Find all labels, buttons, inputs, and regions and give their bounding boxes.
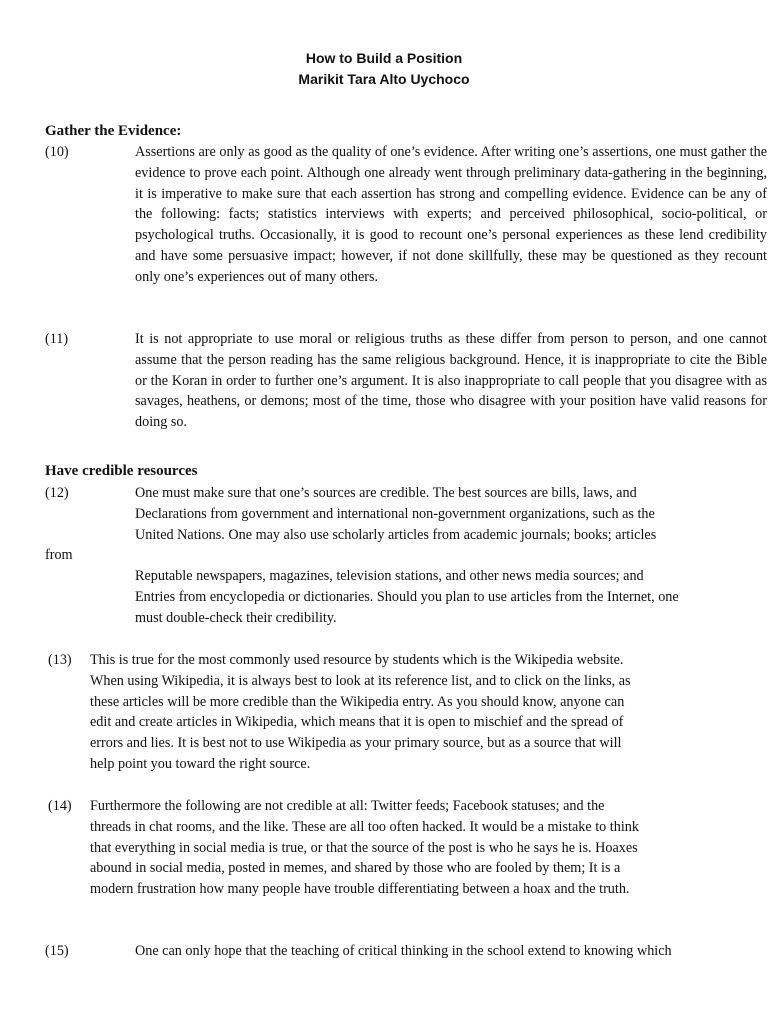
section-heading-credible-resources: Have credible resources (45, 463, 198, 479)
text-line: modern frustration how many people have trouble differentiating between a hoax and the truth. (90, 881, 630, 898)
paragraph-number: (13) (48, 652, 72, 668)
text-line: Declarations from government and international non-government organizations, such as the (135, 505, 655, 522)
paragraph-number: (12) (45, 485, 69, 501)
paragraph-text-part-b (135, 566, 767, 628)
text-line: Furthermore the following are not credible at all: Twitter feeds; Facebook statuses; and the (90, 798, 605, 814)
overflow-word: from (45, 547, 73, 563)
paragraph-text (90, 650, 722, 775)
text-line: One can only hope that the teaching of critical thinking in the school extend to knowing which (135, 943, 672, 959)
paragraph-text-part-a (135, 483, 767, 545)
text-line: Reputable newspapers, magazines, television stations, and other news media sources; and (135, 568, 644, 584)
text-line: help point you toward the right source. (90, 755, 311, 772)
paragraph-text (90, 796, 722, 900)
paragraph-text (135, 941, 767, 962)
paragraph-number: (15) (45, 943, 69, 959)
paragraph-number: (10) (45, 144, 69, 160)
paragraph-text: It is not appropriate to use moral or religious truths as these differ from person to person, and one cannot assume that the person reading has the same religious background. Hence, it is inappropriate to cite the Bible or the Koran in order to further one’s argument. It is also inappropriate to call people that you disagree with as savages, heathens, or demons; most of the time, those who disagree with your position have valid reasons for doing so. (135, 331, 767, 431)
document-author: Marikit Tara Alto Uychoco (298, 71, 470, 87)
paragraph-number: (14) (48, 798, 72, 814)
text-line: must double-check their credibility. (135, 609, 337, 626)
document-title: How to Build a Position (305, 50, 463, 66)
text-line: United Nations. One may also use scholarly articles from academic journals; books; articles (135, 526, 657, 543)
text-line: Entries from encyclopedia or dictionaries. Should you plan to use articles from the Internet, one (135, 588, 679, 605)
paragraph-number: (11) (45, 331, 69, 347)
text-line: This is true for the most commonly used resource by students which is the Wikipedia website. (90, 652, 624, 668)
text-line: these articles will be more credible than the Wikipedia entry. As you should know, anyone can (90, 693, 625, 710)
text-line: threads in chat rooms, and the like. These are all too often hacked. It would be a mistake to think (90, 818, 639, 835)
section-heading-gather-evidence: Gather the Evidence: (45, 123, 182, 139)
text-line: abound in social media, posted in memes, and shared by those who are fooled by them; It is a (90, 860, 621, 877)
text-line: When using Wikipedia, it is always best to look at its reference list, and to click on the links, as (90, 672, 631, 689)
text-line: errors and lies. It is best not to use Wikipedia as your primary source, but as a source that will (90, 735, 622, 752)
paragraph-text: Assertions are only as good as the quality of one’s evidence. After writing one’s assertions, one must gather the evidence to prove each point. Although one already went through preliminary data-gathering in the beginning, it is imperative to make sure that each assertion has strong and compelling evidence. Evidence can be any of the following: facts; statistics interviews with experts; and perceived philosophical, socio-political, or psychological truths. Occasionally, it is good to recount one’s personal experiences as these lend credibility and have some persuasive impact; however, if not done skillfully, these may be questioned as they recount only one’s experiences out of many others. (135, 144, 767, 285)
text-line: edit and create articles in Wikipedia, which means that it is open to mischief and the spread of (90, 714, 624, 731)
text-line: that everything in social media is true, or that the source of the post is who he says he is. Hoaxes (90, 839, 638, 856)
text-line: One must make sure that one’s sources are credible. The best sources are bills, laws, and (135, 485, 637, 501)
